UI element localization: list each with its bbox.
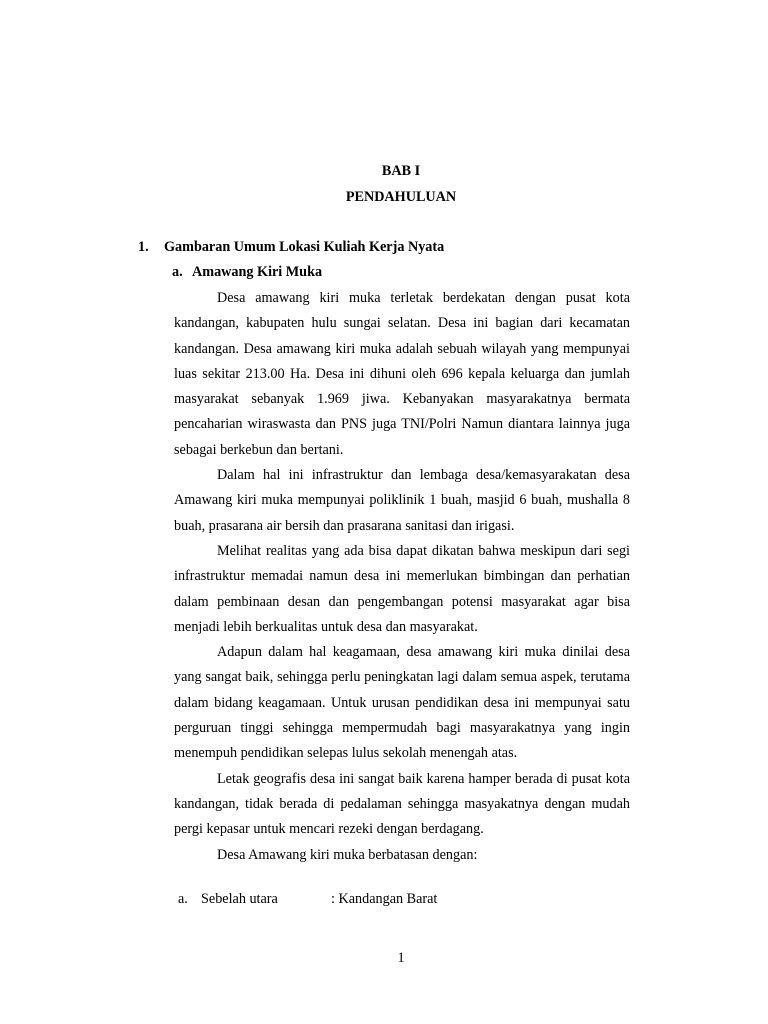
border-item-letter: a. — [178, 891, 188, 907]
chapter-title: PENDAHULUAN — [345, 189, 457, 205]
section-title: Gambaran Umum Lokasi Kuliah Kerja Nyata — [164, 239, 445, 255]
paragraph: Melihat realitas yang ada bisa dapat dikatan bahwa meskipun dari segi infrastruktur memadai namun desa ini memerlukan bimbingan dan perhatian dalam pembinaan desan dan pengembangan potensi masyarakat agar bisa menjadi lebih berkualitas untuk desa dan masyarakat. — [174, 542, 630, 635]
paragraph: Dalam hal ini infrastruktur dan lembaga desa/kemasyarakatan desa Amawang kiri muka mempunyai poliklinik 1 buah, masjid 6 buah, mushalla 8 buah, prasarana air bersih dan prasarana sanitasi dan irigasi. — [174, 467, 630, 534]
chapter-heading: BAB I — [381, 163, 421, 179]
paragraph: Desa amawang kiri muka terletak berdekatan dengan pusat kota kandangan, kabupaten hulu sungai selatan. Desa ini bagian dari kecamatan kandangan. Desa amawang kiri muka adalah sebuah wilayah yang mempunyai luas sekitar 213.00 Ha. Desa ini dihuni oleh 696 kepala keluarga dan jumlah masyarakat sebanyak 1.969 jiwa. Kebanyakan masyarakatnya bermata pencaharian wiraswasta dan PNS juga TNI/Polri Namun diantara lainnya juga sebagai berkebun dan bertani. — [174, 290, 630, 458]
body-text — [174, 286, 630, 868]
section-heading — [138, 239, 444, 256]
paragraph: Desa Amawang kiri muka berbatasan dengan: — [217, 846, 478, 863]
border-list-item — [178, 891, 437, 908]
border-item-value: : Kandangan Barat — [331, 891, 438, 907]
page-number: 1 — [397, 950, 405, 966]
paragraph: Letak geografis desa ini sangat baik karena hamper berada di pusat kota kandangan, tidak berada di pedalaman sehingga masyakatnya dengan mudah pergi kepasar untuk mencari rezeki dengan berdagang. — [174, 770, 630, 838]
paragraph: Adapun dalam hal keagamaan, desa amawang kiri muka dinilai desa yang sangat baik, sehingga perlu peningkatan lagi dalam semua aspek, terutama dalam bidang keagamaan. Untuk urusan pendidikan desa ini mempunyai satu perguruan tinggi sehingga mempermudah bagi masyarakatnya yang ingin menempuh pendidikan selepas lulus sekolah menengah atas. — [174, 644, 630, 762]
subsection-heading — [172, 264, 322, 281]
subsection-letter: a. — [172, 264, 183, 280]
border-item-label: Sebelah utara — [201, 891, 278, 907]
section-number: 1. — [138, 239, 149, 255]
subsection-title: Amawang Kiri Muka — [192, 264, 323, 280]
